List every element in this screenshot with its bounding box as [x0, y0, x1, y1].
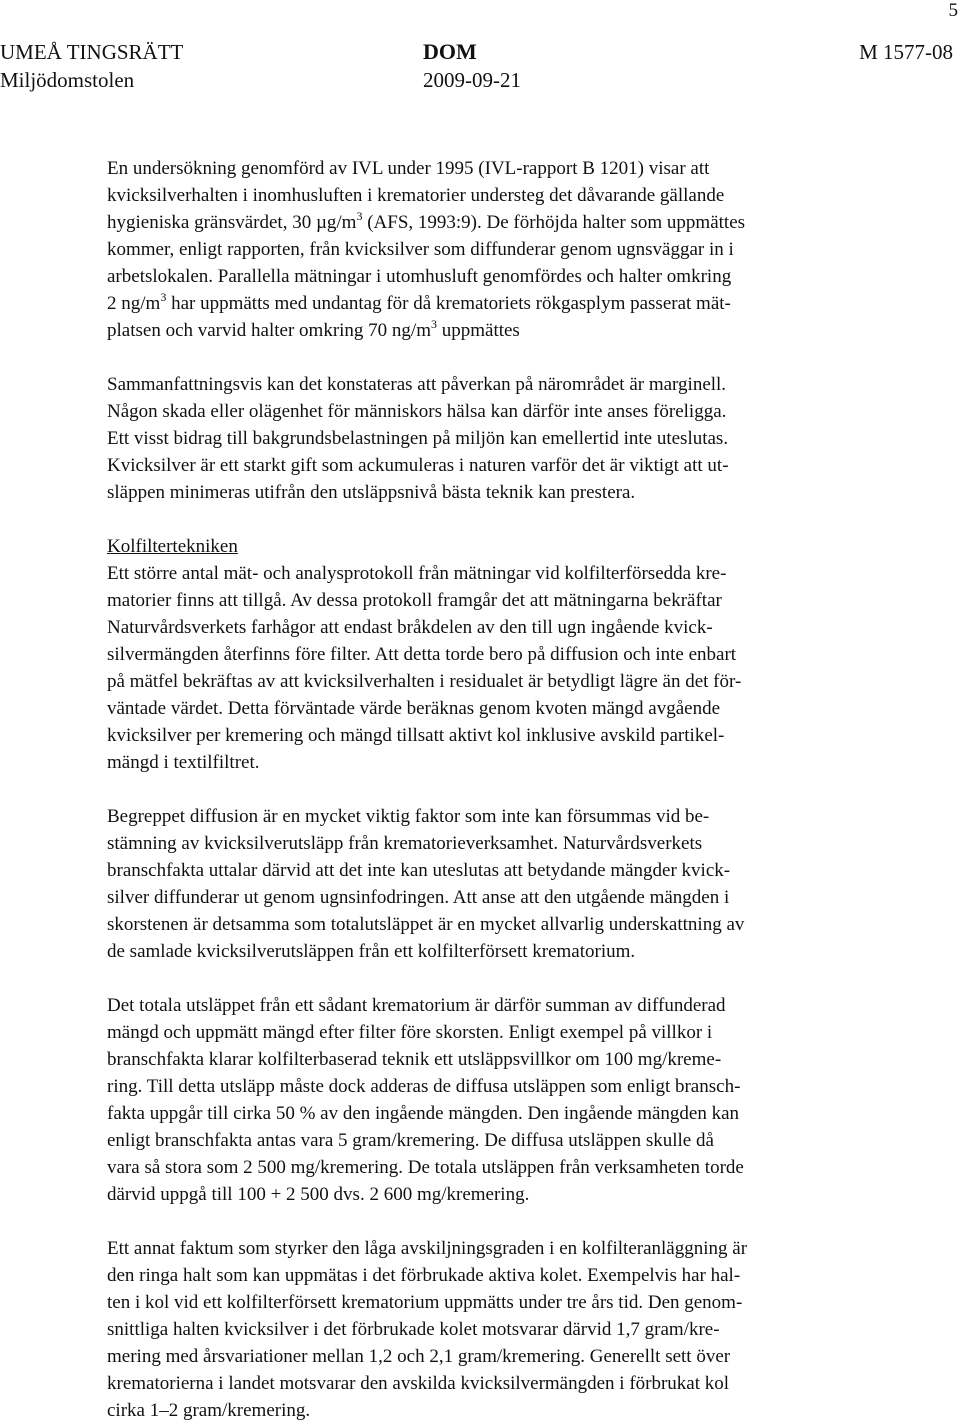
text-line: ring. Till detta utsläpp måste dock adderas de diffusa utsläppen som enligt bransch-	[107, 1076, 741, 1097]
case-number: M 1577-08	[859, 40, 953, 64]
text-line: väntade värdet. Detta förväntade värde beräknas genom kvoten mängd avgående	[107, 698, 721, 719]
text-line: på mätfel bekräftas av att kvicksilverhalten i residualet är betydligt lägre än det för-	[107, 671, 742, 692]
text-line: mängd och uppmätt mängd efter filter före skorsten. Enligt exempel på villkor i	[107, 1022, 713, 1043]
text-line: vara så stora som 2 500 mg/kremering. De totala utsläppen från verksamheten torde	[107, 1157, 744, 1178]
text-line: snittliga halten kvicksilver i det förbrukade kolet motsvarar därvid 1,7 gram/kre-	[107, 1319, 720, 1340]
paragraph	[107, 803, 897, 965]
text-line: kommer, enligt rapporten, från kvicksilver som diffunderar genom ugnsväggar in i	[107, 239, 734, 260]
text-line: den ringa halt som kan uppmätas i det förbrukade aktiva kolet. Exempelvis har hal-	[107, 1265, 741, 1286]
text-line: krematorierna i landet motsvarar den avskilda kvicksilvermängden i förbrukat kol	[107, 1373, 730, 1394]
text-line: stämning av kvicksilverutsläpp från krematorieverksamhet. Naturvårdsverkets	[107, 833, 703, 854]
document-date: 2009-09-21	[423, 68, 521, 92]
header-center	[423, 38, 521, 94]
text-line: Det totala utsläppet från ett sådant krematorium är därför summan av diffunderad	[107, 995, 726, 1016]
text-line: cirka 1–2 gram/kremering.	[107, 1400, 311, 1421]
text-segment: uppmättes	[436, 320, 520, 341]
text-line: Ett visst bidrag till bakgrundsbelastningen på miljön kan emellertid inte uteslutas.	[107, 428, 729, 449]
paragraph	[107, 533, 897, 776]
text-segment: 2 ng/m	[107, 293, 161, 314]
text-line	[107, 209, 897, 236]
text-line: Kvicksilver är ett starkt gift som ackumuleras i naturen varför det är viktigt att ut-	[107, 455, 729, 476]
text-line: Naturvårdsverkets farhågor att endast bråkdelen av den till ugn ingående kvick-	[107, 617, 713, 638]
section-heading: Kolfiltertekniken	[107, 536, 238, 557]
text-line: Ett annat faktum som styrker den låga avskiljningsgraden i en kolfilteranläggning är	[107, 1238, 748, 1259]
text-line: En undersökning genomförd av IVL under 1995 (IVL-rapport B 1201) visar att	[107, 158, 710, 179]
text-line: kvicksilverhalten i inomhusluften i krematorier understeg det dåvarande gällande	[107, 185, 725, 206]
superscript: 3	[356, 208, 363, 223]
text-line: Ett större antal mät- och analysprotokoll från mätningar vid kolfilterförsedda kre-	[107, 563, 727, 584]
text-line: Begreppet diffusion är en mycket viktig faktor som inte kan försummas vid be-	[107, 806, 710, 827]
text-line: mering med årsvariationer mellan 1,2 och 2,1 gram/kremering. Generellt sett över	[107, 1346, 731, 1367]
text-line: fakta uppgår till cirka 50 % av den ingående mängden. Den ingående mängden kan	[107, 1103, 740, 1124]
document-type: DOM	[423, 39, 477, 64]
text-line: mängd i textilfiltret.	[107, 752, 260, 773]
text-line: därvid uppgå till 100 + 2 500 dvs. 2 600 mg/kremering.	[107, 1184, 530, 1205]
text-line: silver diffunderar ut genom ugnsinfodringen. Att anse att den utgående mängden i	[107, 887, 730, 908]
court-name: UMEÅ TINGSRÄTT	[0, 40, 184, 64]
text-line: arbetslokalen. Parallella mätningar i utomhusluft genomfördes och halter omkring	[107, 266, 732, 287]
document-body	[107, 155, 897, 1424]
text-segment: har uppmätts med undantag för då krematoriets rökgasplym passerat mät-	[166, 293, 731, 314]
paragraph	[107, 155, 897, 344]
text-line: silvermängden återfinns före filter. Att detta torde bero på diffusion och inte enbart	[107, 644, 737, 665]
paragraph	[107, 992, 897, 1208]
text-line: släppen minimeras utifrån den utsläppsnivå bästa teknik kan prestera.	[107, 482, 636, 503]
text-line: branschfakta klarar kolfilterbaserad teknik ett utsläppsvillkor om 100 mg/kreme-	[107, 1049, 722, 1070]
text-line	[107, 317, 897, 344]
header-left	[0, 38, 183, 94]
text-segment: (AFS, 1993:9). De förhöjda halter som uppmättes	[362, 212, 746, 233]
court-division: Miljödomstolen	[0, 68, 135, 92]
header-right	[859, 38, 953, 66]
text-line: Någon skada eller olägenhet för människors hälsa kan därför inte anses föreligga.	[107, 401, 727, 422]
text-line	[107, 290, 897, 317]
text-segment: platsen och varvid halter omkring 70 ng/m	[107, 320, 431, 341]
text-line: ten i kol vid ett kolfilterförsett krematorium uppmätts under tre års tid. Den genom-	[107, 1292, 743, 1313]
text-segment: hygieniska gränsvärdet, 30 µg/m	[107, 212, 357, 233]
text-line: de samlade kvicksilverutsläppen från ett kolfilterförsett krematorium.	[107, 941, 636, 962]
text-line: kvicksilver per kremering och mängd tillsatt aktivt kol inklusive avskild partikel-	[107, 725, 725, 746]
page-number: 5	[948, 0, 958, 21]
paragraph	[107, 1235, 897, 1424]
text-line: enligt branschfakta antas vara 5 gram/kremering. De diffusa utsläppen skulle då	[107, 1130, 714, 1151]
superscript: 3	[160, 289, 167, 304]
text-line: matorier finns att tillgå. Av dessa protokoll framgår det att mätningarna bekräftar	[107, 590, 722, 611]
superscript: 3	[430, 316, 437, 331]
text-line: Sammanfattningsvis kan det konstateras att påverkan på närområdet är marginell.	[107, 374, 727, 395]
text-line: skorstenen är detsamma som totalutsläppet är en mycket allvarlig underskattning av	[107, 914, 745, 935]
paragraph	[107, 371, 897, 506]
text-line: branschfakta uttalar därvid att det inte kan uteslutas att betydande mängder kvick-	[107, 860, 731, 881]
